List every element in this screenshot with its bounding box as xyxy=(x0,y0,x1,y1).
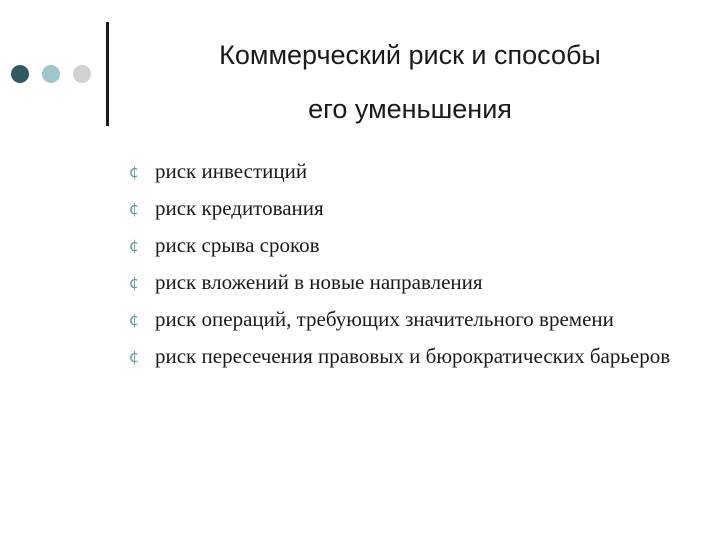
bullet-icon: ¢ xyxy=(128,310,140,329)
slide-title-line-2: его уменьшения xyxy=(308,94,512,124)
bullet-text: риск вложений в новые направления xyxy=(155,270,483,294)
decorative-dot-light xyxy=(42,65,60,83)
decorative-dot-dark xyxy=(11,65,29,83)
bullet-text: риск кредитования xyxy=(155,196,324,220)
slide-title-line-1: Коммерческий риск и способы xyxy=(219,40,601,70)
bullet-item xyxy=(0,304,720,335)
title-divider xyxy=(106,22,109,126)
bullet-item xyxy=(0,230,720,261)
bullet-text: риск операций, требующих значительного времени xyxy=(155,307,614,331)
bullet-item xyxy=(0,341,720,372)
bullet-text: риск срыва сроков xyxy=(155,233,320,257)
bullet-item xyxy=(0,193,720,224)
bullet-icon: ¢ xyxy=(128,162,140,181)
bullet-icon: ¢ xyxy=(128,273,140,292)
bullet-text: риск пересечения правовых и бюрократических барьеров xyxy=(155,344,671,368)
bullet-item xyxy=(0,156,720,187)
bullet-icon: ¢ xyxy=(128,236,140,255)
bullet-icon: ¢ xyxy=(128,347,140,366)
decorative-dot-gray xyxy=(73,65,91,83)
bullet-icon: ¢ xyxy=(128,199,140,218)
bullet-item xyxy=(0,267,720,298)
bullet-text: риск инвестиций xyxy=(155,159,308,183)
slide-title xyxy=(130,28,690,136)
bullet-list xyxy=(0,156,720,378)
